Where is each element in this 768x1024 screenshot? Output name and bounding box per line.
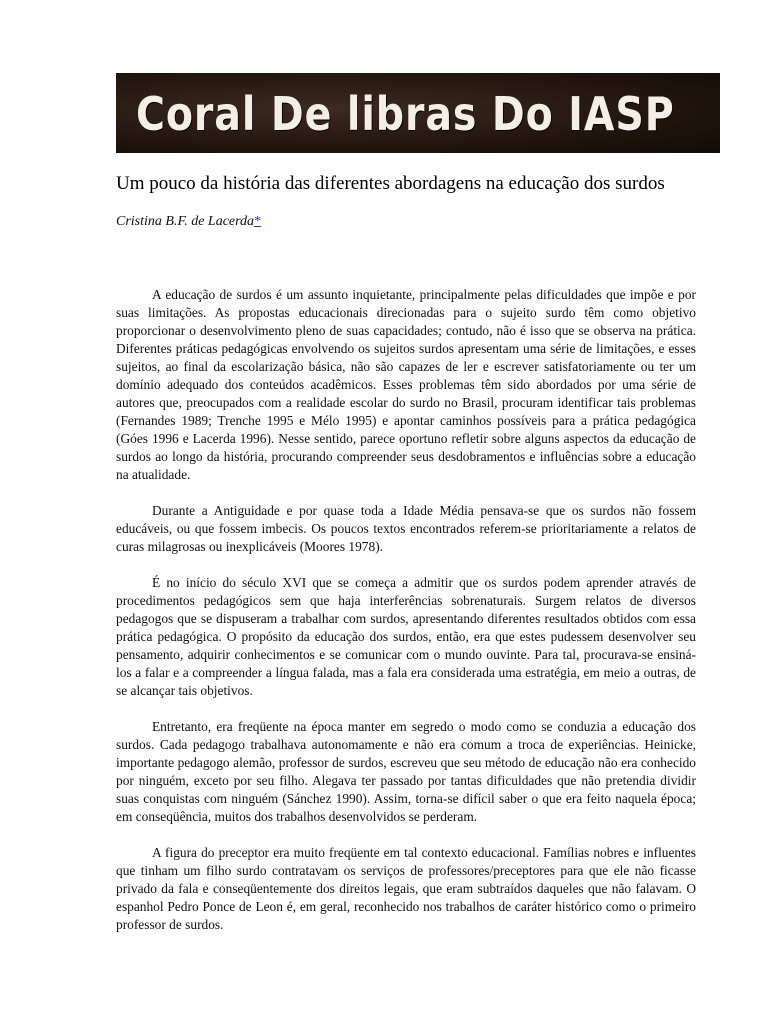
paragraph: É no início do século XVI que se começa a admitir que os surdos podem aprender através de procedimentos pedagógicos sem que haja interferências sobrenaturais. Surgem relatos de diversos pedagogos que se dispuseram a trabalhar com surdos, apresentando diferentes resultados obtidos com essa prática pedagógica. O propósito da educação dos surdos, então, era que estes pudessem desenvolver seu pensamento, adquirir conhecimentos e se comunicar com o mundo ouvinte. Para tal, procurava-se ensiná-los a falar e a compreender a língua falada, mas a fala era considerada uma estratégia, em meio a outras, de se alcançar tais objetivos. bbox=[116, 575, 696, 698]
banner-title: Coral De libras Do IASP bbox=[136, 87, 675, 141]
author-name: Cristina B.F. de Lacerda bbox=[116, 214, 255, 229]
author-footnote-link[interactable]: * bbox=[254, 214, 262, 229]
header-banner bbox=[116, 73, 720, 153]
paragraph: A educação de surdos é um assunto inquietante, principalmente pelas dificuldades que impõe e por suas limitações. As propostas educacionais direcionadas para o sujeito surdo têm como objetivo proporcionar o desenvolvimento pleno de suas capacidades; contudo, não é isso que se observa na prática. Diferentes práticas pedagógicas envolvendo os sujeitos surdos apresentam uma série de limitações, e esses sujeitos, ao final da escolarização básica, não são capazes de ler e escrever satisfatoriamente ou ter um domínio adequado dos conteúdos acadêmicos. Esses problemas têm sido abordados por uma série de autores que, preocupados com a realidade escolar do surdo no Brasil, procuram identificar tais problemas (Fernandes 1989; Trenche 1995 e Mélo 1995) e apontar caminhos possíveis para a prática pedagógica (Góes 1996 e Lacerda 1996). Nesse sentido, parece oportuno refletir sobre alguns aspectos da educação de surdos ao longo da história, procurando compreender seus desdobramentos e influências sobre a educação na atualidade. bbox=[116, 287, 696, 482]
paragraph: A figura do preceptor era muito freqüente em tal contexto educacional. Famílias nobres e influentes que tinham um filho surdo contratavam os serviços de professores/preceptores para que ele não ficasse privado da fala e conseqüentemente dos direitos legais, que eram subtraídos daqueles que não falavam. O espanhol Pedro Ponce de Leon é, em geral, reconhecido nos trabalhos de caráter histórico como o primeiro professor de surdos. bbox=[116, 845, 696, 932]
author-line bbox=[116, 214, 261, 230]
paragraph: Entretanto, era freqüente na época manter em segredo o modo como se conduzia a educação dos surdos. Cada pedagogo trabalhava autonomamente e não era comum a troca de experiências. Heinicke, importante pedagogo alemão, professor de surdos, escreveu que seu método de educação não era conhecido por ninguém, exceto por seu filho. Alegava ter passado por tantas dificuldades que não pretendia dividir suas conquistas com ninguém (Sánchez 1990). Assim, torna-se difícil saber o que era feito naquela época; em conseqüência, muitos dos trabalhos desenvolvidos se perderam. bbox=[116, 719, 696, 824]
paragraph: Durante a Antiguidade e por quase toda a Idade Média pensava-se que os surdos não fossem educáveis, ou que fossem imbecis. Os poucos textos encontrados referem-se prioritariamente a relatos de curas milagrosas ou inexplicáveis (Moores 1978). bbox=[116, 503, 696, 554]
article-title: Um pouco da história das diferentes abordagens na educação dos surdos bbox=[116, 173, 665, 194]
article-body bbox=[116, 286, 696, 952]
